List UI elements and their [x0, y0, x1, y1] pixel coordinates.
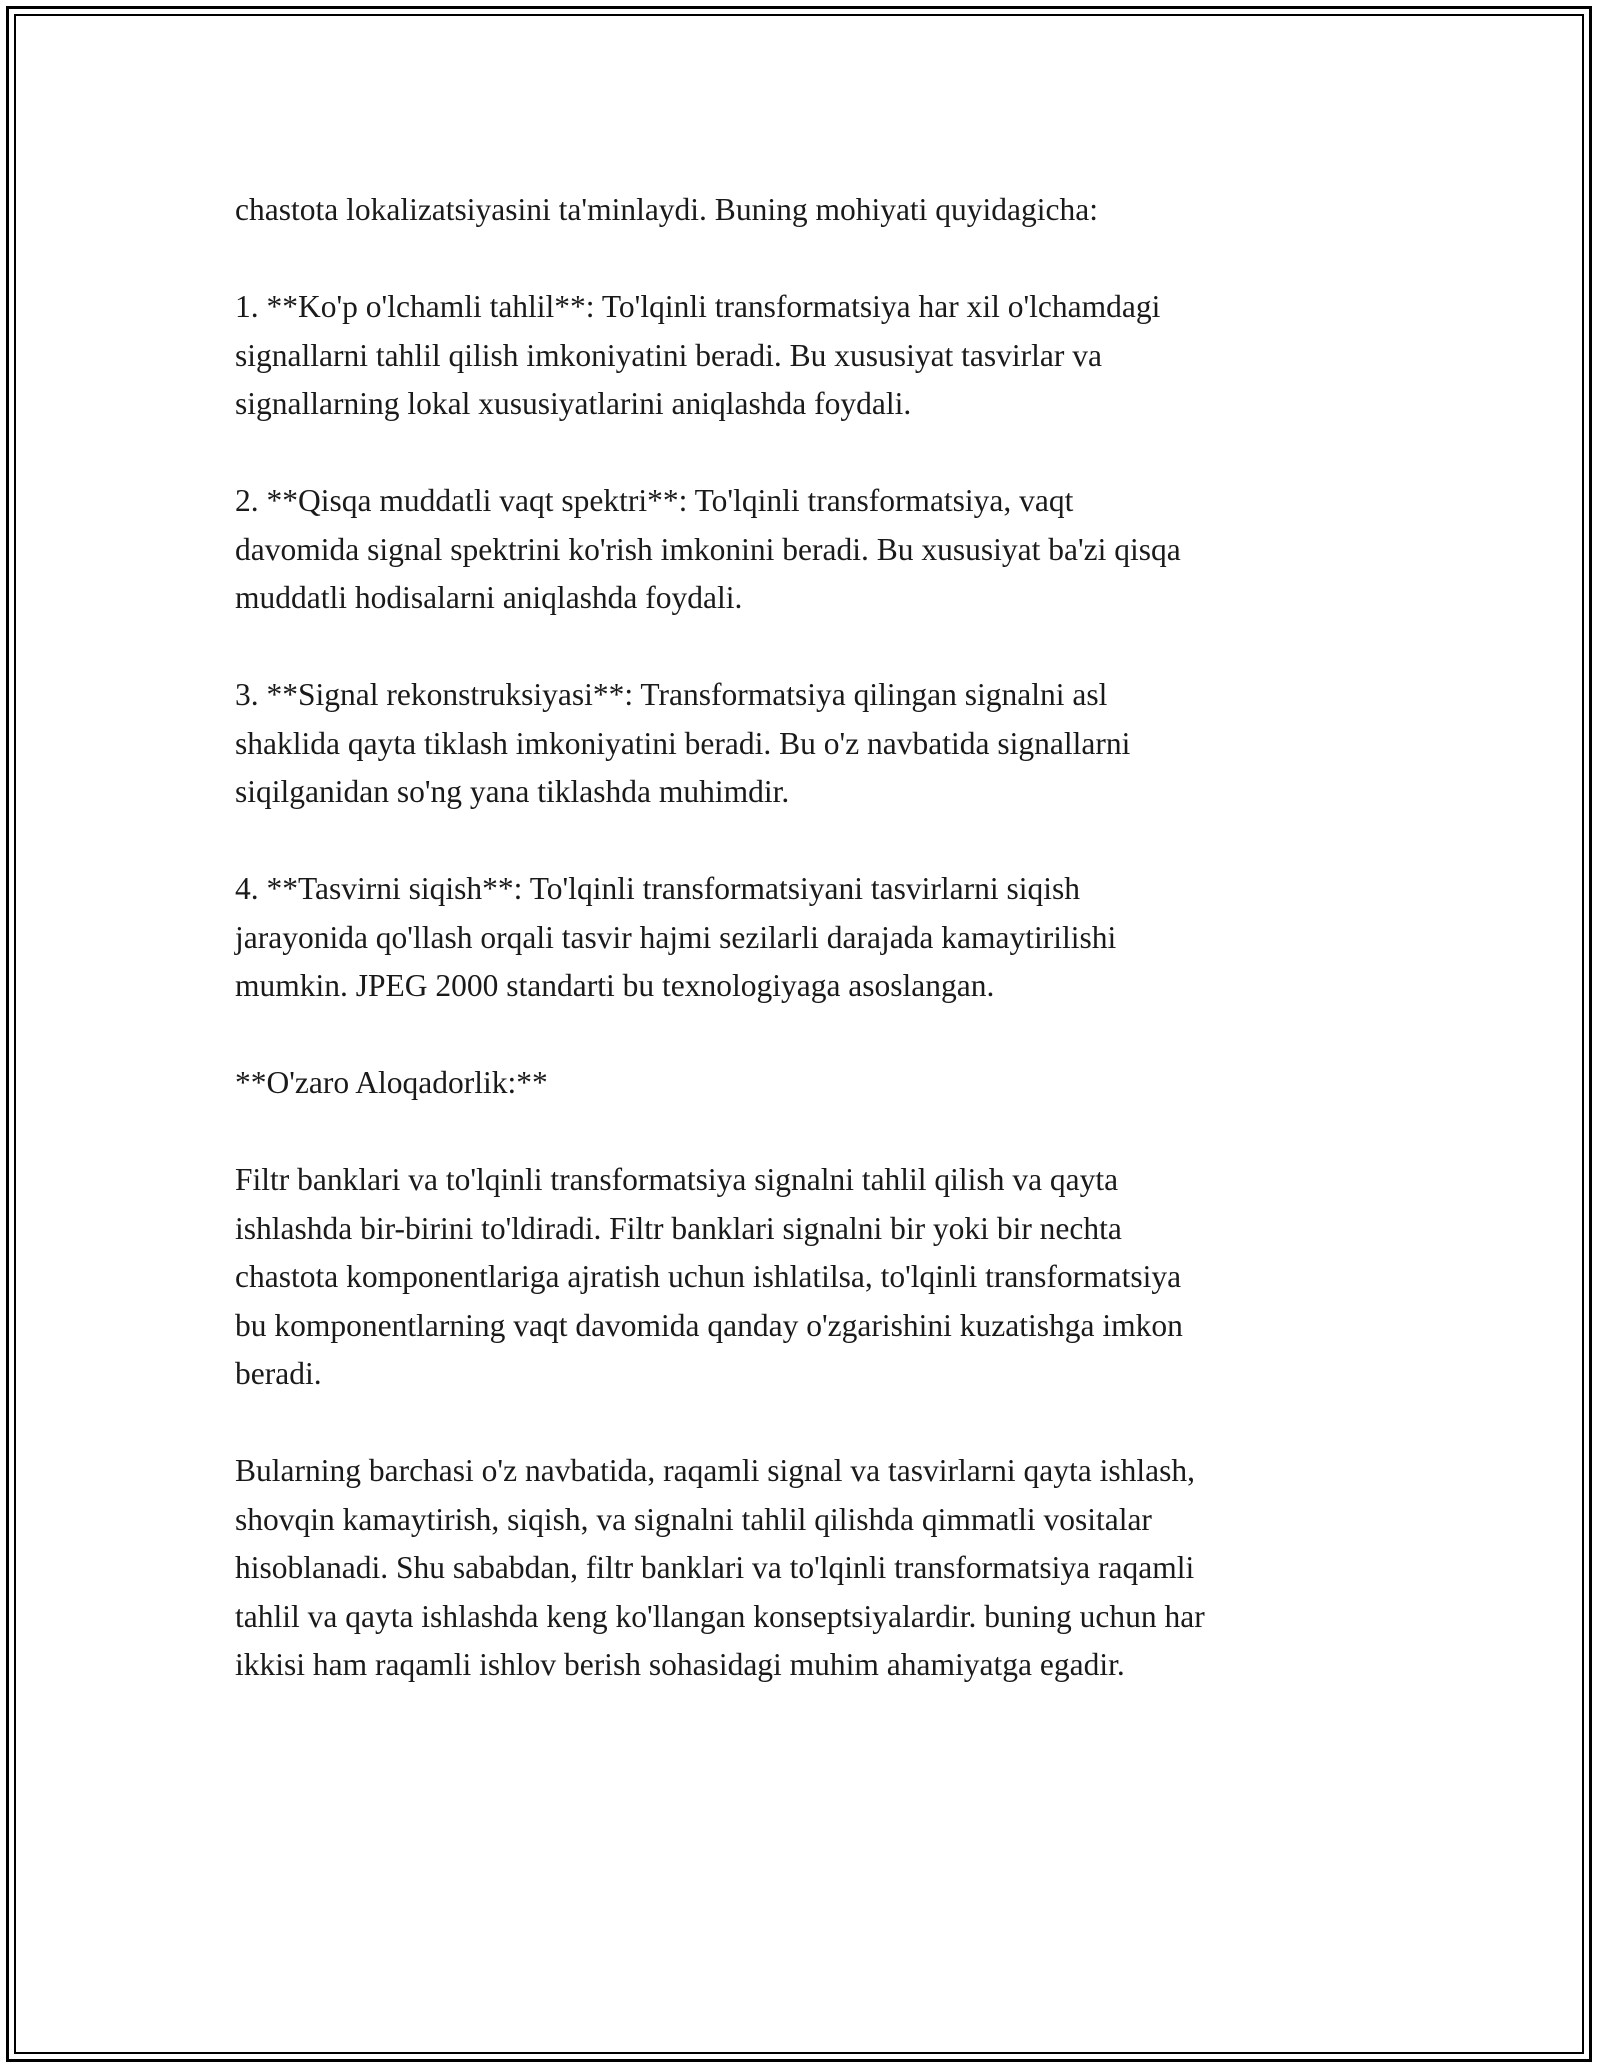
conclusion-paragraph: Bularning barchasi o'z navbatida, raqamli signal va tasvirlarni qayta ishlash, shovqin kamaytirish, siqish, va signalni tahlil qilishda qimmatli vositalar hisoblanadi. Shu sababdan, filtr banklari va to'lqinli transformatsiya raqamli tahlil va qayta ishlashda keng ko'llangan konseptsiyalardir. buning uchun har ikkisi ham raqamli ishlov berish sohasidagi muhim ahamiyatga egadir.: [235, 1453, 1205, 1682]
interrelation-paragraph: Filtr banklari va to'lqinli transformatsiya signalni tahlil qilish va qayta ishlashda bir-birini to'ldiradi. Filtr banklari signalni bir yoki bir nechta chastota komponentlariga ajratish uchun ishlatilsa, to'lqinli transformatsiya bu komponentlarning vaqt davomida qanday o'zgarishini kuzatishga imkon beradi.: [235, 1162, 1183, 1391]
document-body: [235, 186, 1385, 1690]
section-heading: **O'zaro Aloqadorlik:**: [235, 1065, 548, 1100]
list-item-multiresolution: 1. **Ko'p o'lchamli tahlil**: To'lqinli transformatsiya har xil o'lchamdagi signallarni tahlil qilish imkoniyatini beradi. Bu xususiyat tasvirlar va signallarning lokal xususiyatlarini aniqlashda foydali.: [235, 289, 1161, 421]
list-item-image-compression: 4. **Tasvirni siqish**: To'lqinli transformatsiyani tasvirlarni siqish jarayonida qo'llash orqali tasvir hajmi sezilarli darajada kamaytirilishi mumkin. JPEG 2000 standarti bu texnologiyaga asoslangan.: [235, 871, 1117, 1003]
intro-paragraph: chastota lokalizatsiyasini ta'minlaydi. Buning mohiyati quyidagicha:: [235, 192, 1099, 227]
list-item-signal-reconstruction: 3. **Signal rekonstruksiyasi**: Transformatsiya qilingan signalni asl shaklida qayta tiklash imkoniyatini beradi. Bu o'z navbatida signallarni siqilganidan so'ng yana tiklashda muhimdir.: [235, 677, 1131, 809]
list-item-short-time-spectrum: 2. **Qisqa muddatli vaqt spektri**: To'lqinli transformatsiya, vaqt davomida signal spektrini ko'rish imkonini beradi. Bu xususiyat ba'zi qisqa muddatli hodisalarni aniqlashda foydali.: [235, 483, 1181, 615]
